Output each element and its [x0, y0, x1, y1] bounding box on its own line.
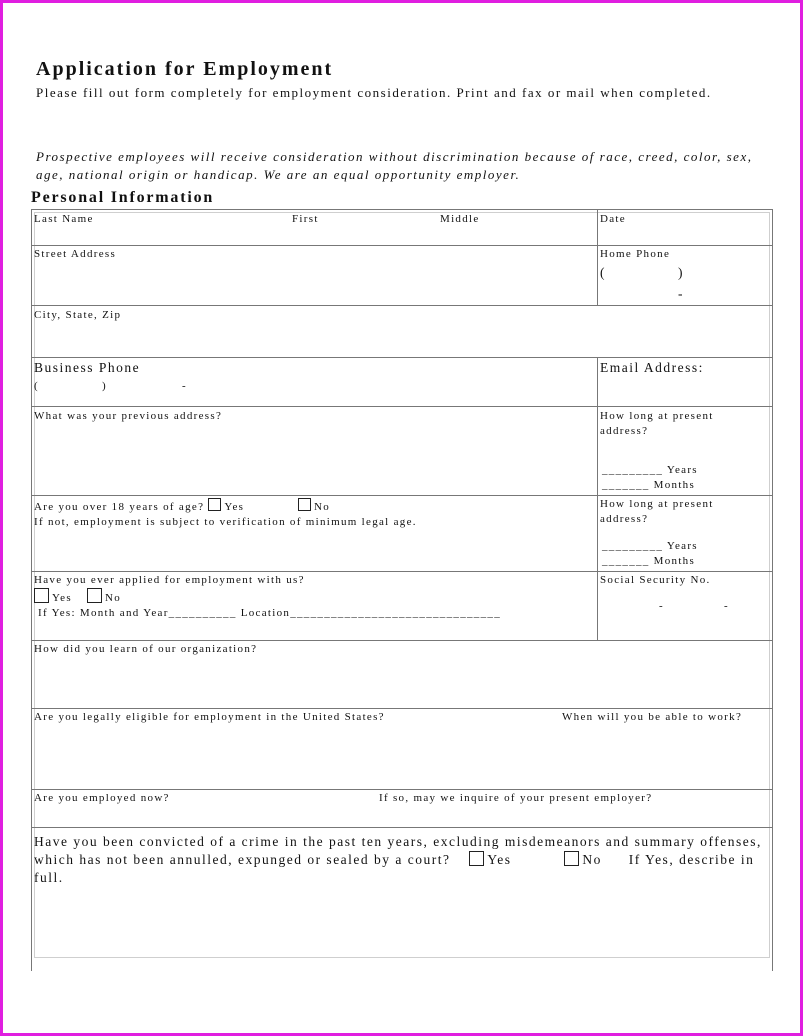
- applied-no-option: [87, 588, 121, 606]
- home-phone-paren-open: (: [600, 265, 606, 280]
- previous-address-label: What was your previous address?: [34, 410, 223, 422]
- row-divider: [31, 406, 773, 407]
- form-border-left: [31, 209, 32, 971]
- home-phone-paren-close: ): [678, 265, 684, 280]
- row-divider: [31, 495, 773, 496]
- conviction-text: Have you been convicted of a crime in the past ten years, excluding misdemeanors and summary offenses, which has not been annulled, expunged or sealed by a court?: [34, 834, 762, 867]
- inquire-employer-label: If so, may we inquire of your present employer?: [379, 792, 653, 804]
- eligible-label: Are you legally eligible for employment in the United States?: [34, 711, 385, 723]
- row-divider: [31, 305, 773, 306]
- conviction-no-label: No: [582, 852, 602, 867]
- business-phone-paren-open: (: [34, 380, 39, 392]
- row-divider: [31, 357, 773, 358]
- row-divider-bottom: [34, 957, 770, 958]
- ssn-label: Social Security No.: [600, 574, 711, 586]
- business-phone-paren-close: ): [102, 380, 107, 392]
- years-field-2: _________ Years: [602, 540, 698, 552]
- application-form: [31, 209, 773, 971]
- months-field-1: _______ Months: [602, 479, 696, 491]
- over-18-note: If not, employment is subject to verification of minimum legal age.: [34, 516, 417, 528]
- applied-if-yes-field: If Yes: Month and Year__________ Location_______________________________: [38, 607, 502, 619]
- intro-text: Please fill out form completely for employment consideration. Print and fax or mail when completed.: [36, 85, 712, 100]
- over-18-yes-checkbox[interactable]: [208, 498, 221, 511]
- over-18-no-option: [298, 498, 330, 515]
- conviction-yes-checkbox[interactable]: [469, 851, 484, 866]
- home-phone-dash: -: [678, 286, 684, 301]
- first-name-label: First: [292, 213, 319, 225]
- applied-yes-label: Yes: [52, 592, 72, 604]
- conviction-if-label: If: [628, 852, 641, 867]
- months-field-2: _______ Months: [602, 555, 696, 567]
- applied-no-checkbox[interactable]: [87, 588, 102, 603]
- applied-no-label: No: [105, 592, 122, 604]
- date-label: Date: [600, 213, 626, 225]
- years-field-1: _________ Years: [602, 464, 698, 476]
- over-18-no-label: No: [314, 501, 331, 513]
- form-border-right: [772, 209, 773, 971]
- conviction-describe-label: Yes, describe in full.: [34, 852, 755, 885]
- business-phone-dash: -: [182, 380, 187, 392]
- row-divider: [31, 827, 773, 828]
- learn-org-label: How did you learn of our organization?: [34, 643, 258, 655]
- col-divider: [597, 209, 598, 305]
- home-phone-label: Home Phone: [600, 248, 671, 260]
- over-18-label: Are you over 18 years of age?: [34, 501, 205, 513]
- when-work-label: When will you be able to work?: [562, 711, 743, 723]
- row-divider: [31, 245, 773, 246]
- applied-yes-checkbox[interactable]: [34, 588, 49, 603]
- conviction-yes-label: Yes: [487, 852, 512, 867]
- section-heading: Personal Information: [31, 189, 215, 206]
- how-long-label-2: How long at present address?: [600, 498, 714, 525]
- over-18-yes-label: Yes: [224, 501, 245, 513]
- street-address-label: Street Address: [34, 248, 117, 260]
- row-divider: [31, 640, 773, 641]
- over-18-no-checkbox[interactable]: [298, 498, 311, 511]
- form-border-top-inner: [34, 212, 770, 213]
- employed-now-label: Are you employed now?: [34, 792, 170, 804]
- row-divider: [31, 571, 773, 572]
- page-title: Application for Employment: [36, 58, 334, 80]
- over-18-question: [34, 498, 244, 515]
- middle-name-label: Middle: [440, 213, 480, 225]
- eeo-notice: Prospective employees will receive consideration without discrimination because of race, creed, color, sex, age, national origin or handicap. We are an equal opportunity employer.: [36, 149, 753, 182]
- form-border-right-inner: [769, 212, 770, 957]
- row-divider: [31, 708, 773, 709]
- col-divider: [597, 357, 598, 640]
- email-label: Email Address:: [600, 360, 704, 375]
- last-name-label: Last Name: [34, 213, 94, 225]
- form-border-top: [31, 209, 773, 210]
- conviction-question: [34, 833, 764, 887]
- applied-before-label: Have you ever applied for employment with us?: [34, 574, 305, 586]
- business-phone-label: Business Phone: [34, 360, 141, 375]
- applied-yes-option: [34, 588, 72, 606]
- how-long-label-1: How long at present address?: [600, 410, 714, 437]
- row-divider: [31, 789, 773, 790]
- city-state-zip-label: City, State, Zip: [34, 309, 122, 321]
- ssn-dash-2: -: [724, 600, 729, 612]
- ssn-dash-1: -: [659, 600, 664, 612]
- conviction-no-checkbox[interactable]: [564, 851, 579, 866]
